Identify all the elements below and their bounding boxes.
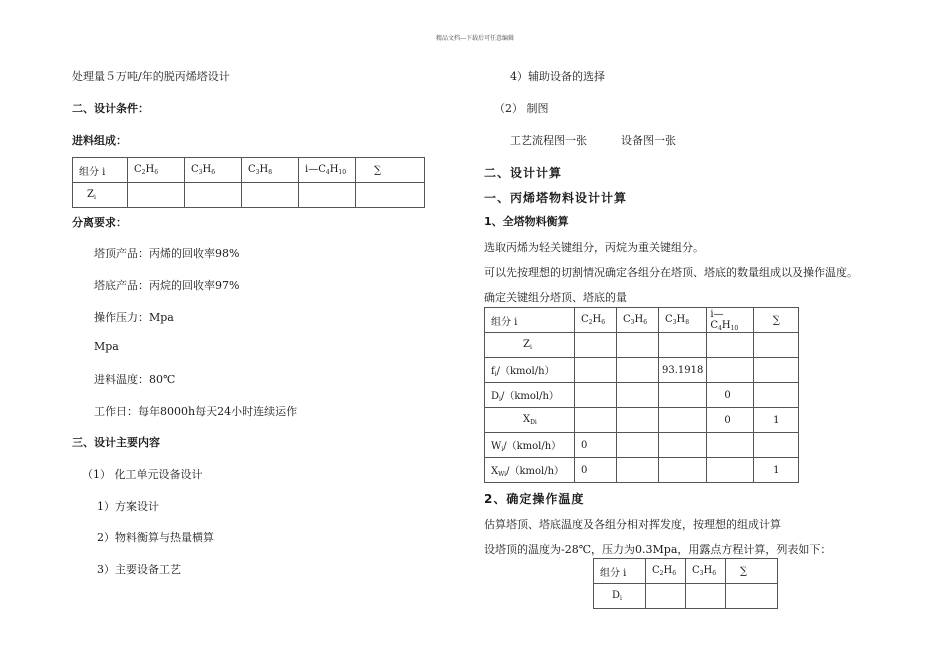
table-cell bbox=[617, 433, 659, 458]
table-cell: ∑ bbox=[726, 559, 778, 584]
table-cell bbox=[617, 333, 659, 358]
table-cell bbox=[707, 358, 754, 383]
subitem-balance: 2）物料衡算与热量横算 bbox=[97, 531, 214, 544]
table-cell bbox=[299, 183, 356, 208]
paragraph-dew-point: 设塔顶的温度为-28℃，压力为0.3Mpa，用露点方程计算，列表如下： bbox=[484, 543, 832, 556]
item-unit-design: （1） 化工单元设备设计 bbox=[82, 468, 203, 481]
table-cell bbox=[659, 333, 707, 358]
table-cell: $W_i/(kmol/h)$ bbox=[485, 433, 575, 458]
heading-material-calc: 一、丙烯塔物料设计计算 bbox=[484, 191, 628, 205]
table-cell: $Z_i$ bbox=[73, 183, 128, 208]
heading-calc: 二、设计计算 bbox=[484, 166, 563, 180]
text-feed-temp: 进料温度：80℃ bbox=[94, 373, 176, 386]
table-cell: 组分 i bbox=[73, 158, 128, 183]
subitem-scheme: 1）方案设计 bbox=[97, 500, 159, 513]
table-row bbox=[485, 458, 799, 483]
table-cell bbox=[617, 358, 659, 383]
table-cell bbox=[659, 408, 707, 433]
table-cell: $C_3H_8$ bbox=[659, 308, 707, 333]
table-cell: $C_3H_8$ bbox=[242, 158, 299, 183]
table-row bbox=[485, 358, 799, 383]
table-cell bbox=[575, 333, 617, 358]
table-cell: $C_3H_6$ bbox=[185, 158, 242, 183]
table-cell: 0 bbox=[575, 458, 617, 483]
table-cell: ∑ bbox=[356, 158, 425, 183]
paragraph-key-components: 选取丙烯为轻关键组分，丙烷为重关键组分。 bbox=[484, 241, 704, 254]
doc-title: 处理量５万吨/年的脱丙烯塔设计 bbox=[72, 70, 230, 83]
table-cell bbox=[575, 358, 617, 383]
paragraph-ideal-cut: 可以先按理想的切割情况确定各组分在塔顶、塔底的数量组成以及操作温度。 bbox=[484, 266, 858, 279]
table-row bbox=[594, 584, 778, 609]
table-header-row bbox=[73, 158, 425, 183]
text-bottom-product: 塔底产品：丙烷的回收率97% bbox=[94, 279, 240, 292]
table-header-row bbox=[594, 559, 778, 584]
table-cell bbox=[617, 383, 659, 408]
table-cell bbox=[659, 383, 707, 408]
table-cell: 0 bbox=[575, 433, 617, 458]
table-cell: $C_2H_6$ bbox=[646, 559, 686, 584]
table-header-row bbox=[485, 308, 799, 333]
table-cell: $Z_i$ bbox=[485, 333, 575, 358]
text-equipment-drawing: 设备图一张 bbox=[621, 134, 676, 147]
table-cell bbox=[617, 408, 659, 433]
table-cell bbox=[659, 458, 707, 483]
table-cell: 0 bbox=[707, 383, 754, 408]
table-cell: $D_i$ bbox=[594, 584, 646, 609]
dew-point-table bbox=[593, 558, 778, 609]
table-cell: 组分 i bbox=[485, 308, 575, 333]
heading-conditions: 二、设计条件： bbox=[72, 102, 149, 115]
table-cell: $C_2H_6$ bbox=[128, 158, 185, 183]
page-header: 精品文档---下载后可任意编辑 bbox=[435, 35, 515, 42]
text-flowsheet: 工艺流程图一张 bbox=[510, 134, 587, 147]
item-drawing: （2） 制图 bbox=[494, 102, 549, 115]
table-cell bbox=[707, 333, 754, 358]
table-cell bbox=[617, 458, 659, 483]
table-cell: 0 bbox=[707, 408, 754, 433]
table-cell: $i—C_4H_{10}$ bbox=[707, 308, 754, 333]
paragraph-key-amounts: 确定关键组分塔顶、塔底的量 bbox=[484, 291, 627, 304]
table-cell bbox=[242, 183, 299, 208]
table-cell bbox=[707, 433, 754, 458]
table-cell bbox=[707, 458, 754, 483]
table-cell: $i—C_4H_{10}$ bbox=[299, 158, 356, 183]
table-cell: ∑ bbox=[754, 308, 799, 333]
table-cell: 1 bbox=[754, 458, 799, 483]
table-row bbox=[485, 383, 799, 408]
paragraph-estimate: 估算塔顶、塔底温度及各组分相对挥发度，按理想的组成计算 bbox=[484, 518, 781, 531]
table-cell: 1 bbox=[754, 408, 799, 433]
subitem-process: 3）主要设备工艺 bbox=[97, 563, 181, 576]
heading-operating-temp: 2、确定操作温度 bbox=[484, 492, 585, 506]
heading-main-content: 三、设计主要内容 bbox=[72, 436, 160, 449]
table-cell: $C_2H_6$ bbox=[575, 308, 617, 333]
table-cell bbox=[185, 183, 242, 208]
table-cell bbox=[575, 383, 617, 408]
table-cell: $D_i/(kmol/h)$ bbox=[485, 383, 575, 408]
table-cell: 93.1918 bbox=[659, 358, 707, 383]
table-cell: $X_{Wi}/(kmol/h)$ bbox=[485, 458, 575, 483]
table-cell bbox=[128, 183, 185, 208]
text-workday: 工作日：每年8000h每天24小时连续运作 bbox=[94, 405, 298, 418]
table-cell bbox=[726, 584, 778, 609]
table-cell bbox=[646, 584, 686, 609]
key-component-table bbox=[484, 307, 799, 483]
text-pressure: 操作压力：Mpa bbox=[94, 311, 174, 324]
heading-balance: 1、全塔物料衡算 bbox=[484, 215, 569, 228]
table-cell: $X_{Di}$ bbox=[485, 408, 575, 433]
text-top-product: 塔顶产品：丙烯的回收率98% bbox=[94, 247, 240, 260]
table-cell bbox=[754, 358, 799, 383]
table-cell bbox=[356, 183, 425, 208]
table-cell: $C_3H_6$ bbox=[686, 559, 726, 584]
table-cell: 组分 i bbox=[594, 559, 646, 584]
table-cell bbox=[686, 584, 726, 609]
subitem-auxiliary: 4）辅助设备的选择 bbox=[510, 70, 605, 83]
table-cell bbox=[754, 433, 799, 458]
table-cell bbox=[575, 408, 617, 433]
table-cell bbox=[754, 333, 799, 358]
table-row bbox=[485, 408, 799, 433]
table-row bbox=[485, 433, 799, 458]
feed-composition-table bbox=[72, 157, 425, 208]
heading-feed: 进料组成： bbox=[72, 134, 127, 147]
table-row bbox=[73, 183, 425, 208]
table-cell bbox=[754, 383, 799, 408]
table-row bbox=[485, 333, 799, 358]
table-cell: $C_3H_6$ bbox=[617, 308, 659, 333]
table-cell: $f_i/(kmol/h)$ bbox=[485, 358, 575, 383]
heading-separation: 分离要求： bbox=[72, 216, 127, 229]
table-cell bbox=[659, 433, 707, 458]
text-pressure-unit: Mpa bbox=[94, 340, 119, 353]
